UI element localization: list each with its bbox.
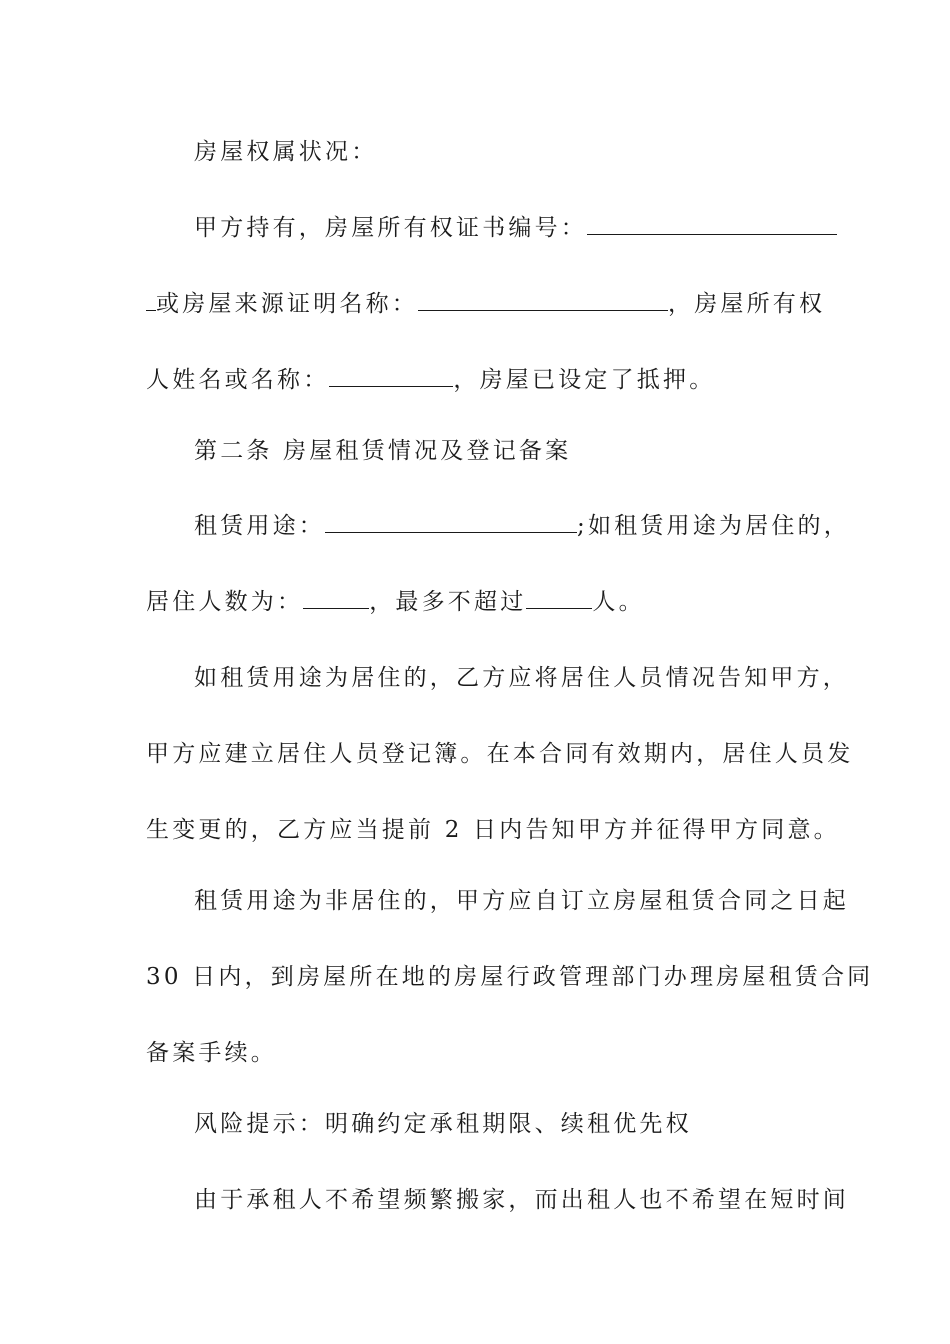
text: 备案手续。	[146, 1040, 277, 1066]
paragraph-line	[146, 587, 816, 617]
text: 人姓名或名称：	[146, 367, 330, 393]
text: 风险提示：明确约定承租期限、续租优先权	[194, 1111, 692, 1137]
risk-tip-heading	[194, 1109, 816, 1139]
text: ，房屋已设定了抵押。	[453, 367, 716, 393]
text: 房屋权属状况：	[194, 139, 378, 165]
paragraph-line	[146, 365, 816, 395]
text: ，最多不超过	[369, 589, 527, 615]
text: 居住人数为：	[146, 589, 304, 615]
text: 第二条 房屋租赁情况及登记备案	[194, 438, 572, 464]
text: 生变更的，乙方应当提前 2 日内告知甲方并征得甲方同意。	[146, 817, 840, 843]
owner-name-blank	[329, 366, 453, 387]
text: 30 日内，到房屋所在地的房屋行政管理部门办理房屋租赁合同	[146, 964, 874, 990]
text: 或房屋来源证明名称：	[156, 291, 418, 317]
paragraph-line	[194, 886, 849, 916]
certificate-number-blank	[587, 214, 837, 235]
text: ，房屋所有权	[668, 291, 826, 317]
source-proof-name-blank	[418, 290, 668, 311]
paragraph-line	[146, 1038, 816, 1068]
lease-purpose-blank	[325, 512, 577, 533]
max-resident-blank	[526, 588, 592, 609]
text: 租赁用途：	[194, 513, 325, 539]
text: 如租赁用途为居住的，乙方应将居住人员情况告知甲方，	[194, 665, 849, 691]
resident-count-blank	[303, 588, 369, 609]
paragraph-line	[194, 1185, 849, 1215]
paragraph-line	[194, 213, 816, 243]
text: 由于承租人不希望频繁搬家，而出租人也不希望在短时间	[194, 1187, 849, 1213]
certificate-number-blank-continued	[146, 290, 156, 311]
section-heading-ownership	[194, 137, 816, 167]
paragraph-line	[146, 289, 826, 319]
paragraph-line	[146, 962, 874, 992]
article-heading	[194, 436, 816, 466]
paragraph-line	[194, 663, 849, 693]
paragraph-line	[194, 511, 850, 541]
paragraph-line	[146, 815, 840, 845]
paragraph-line	[146, 739, 854, 769]
text: 人。	[592, 589, 645, 615]
text: 租赁用途为非居住的，甲方应自订立房屋租赁合同之日起	[194, 888, 849, 914]
text: ;如租赁用途为居住的，	[577, 513, 850, 539]
text: 甲方持有，房屋所有权证书编号：	[194, 215, 587, 241]
text: 甲方应建立居住人员登记簿。在本合同有效期内，居住人员发	[146, 741, 854, 767]
